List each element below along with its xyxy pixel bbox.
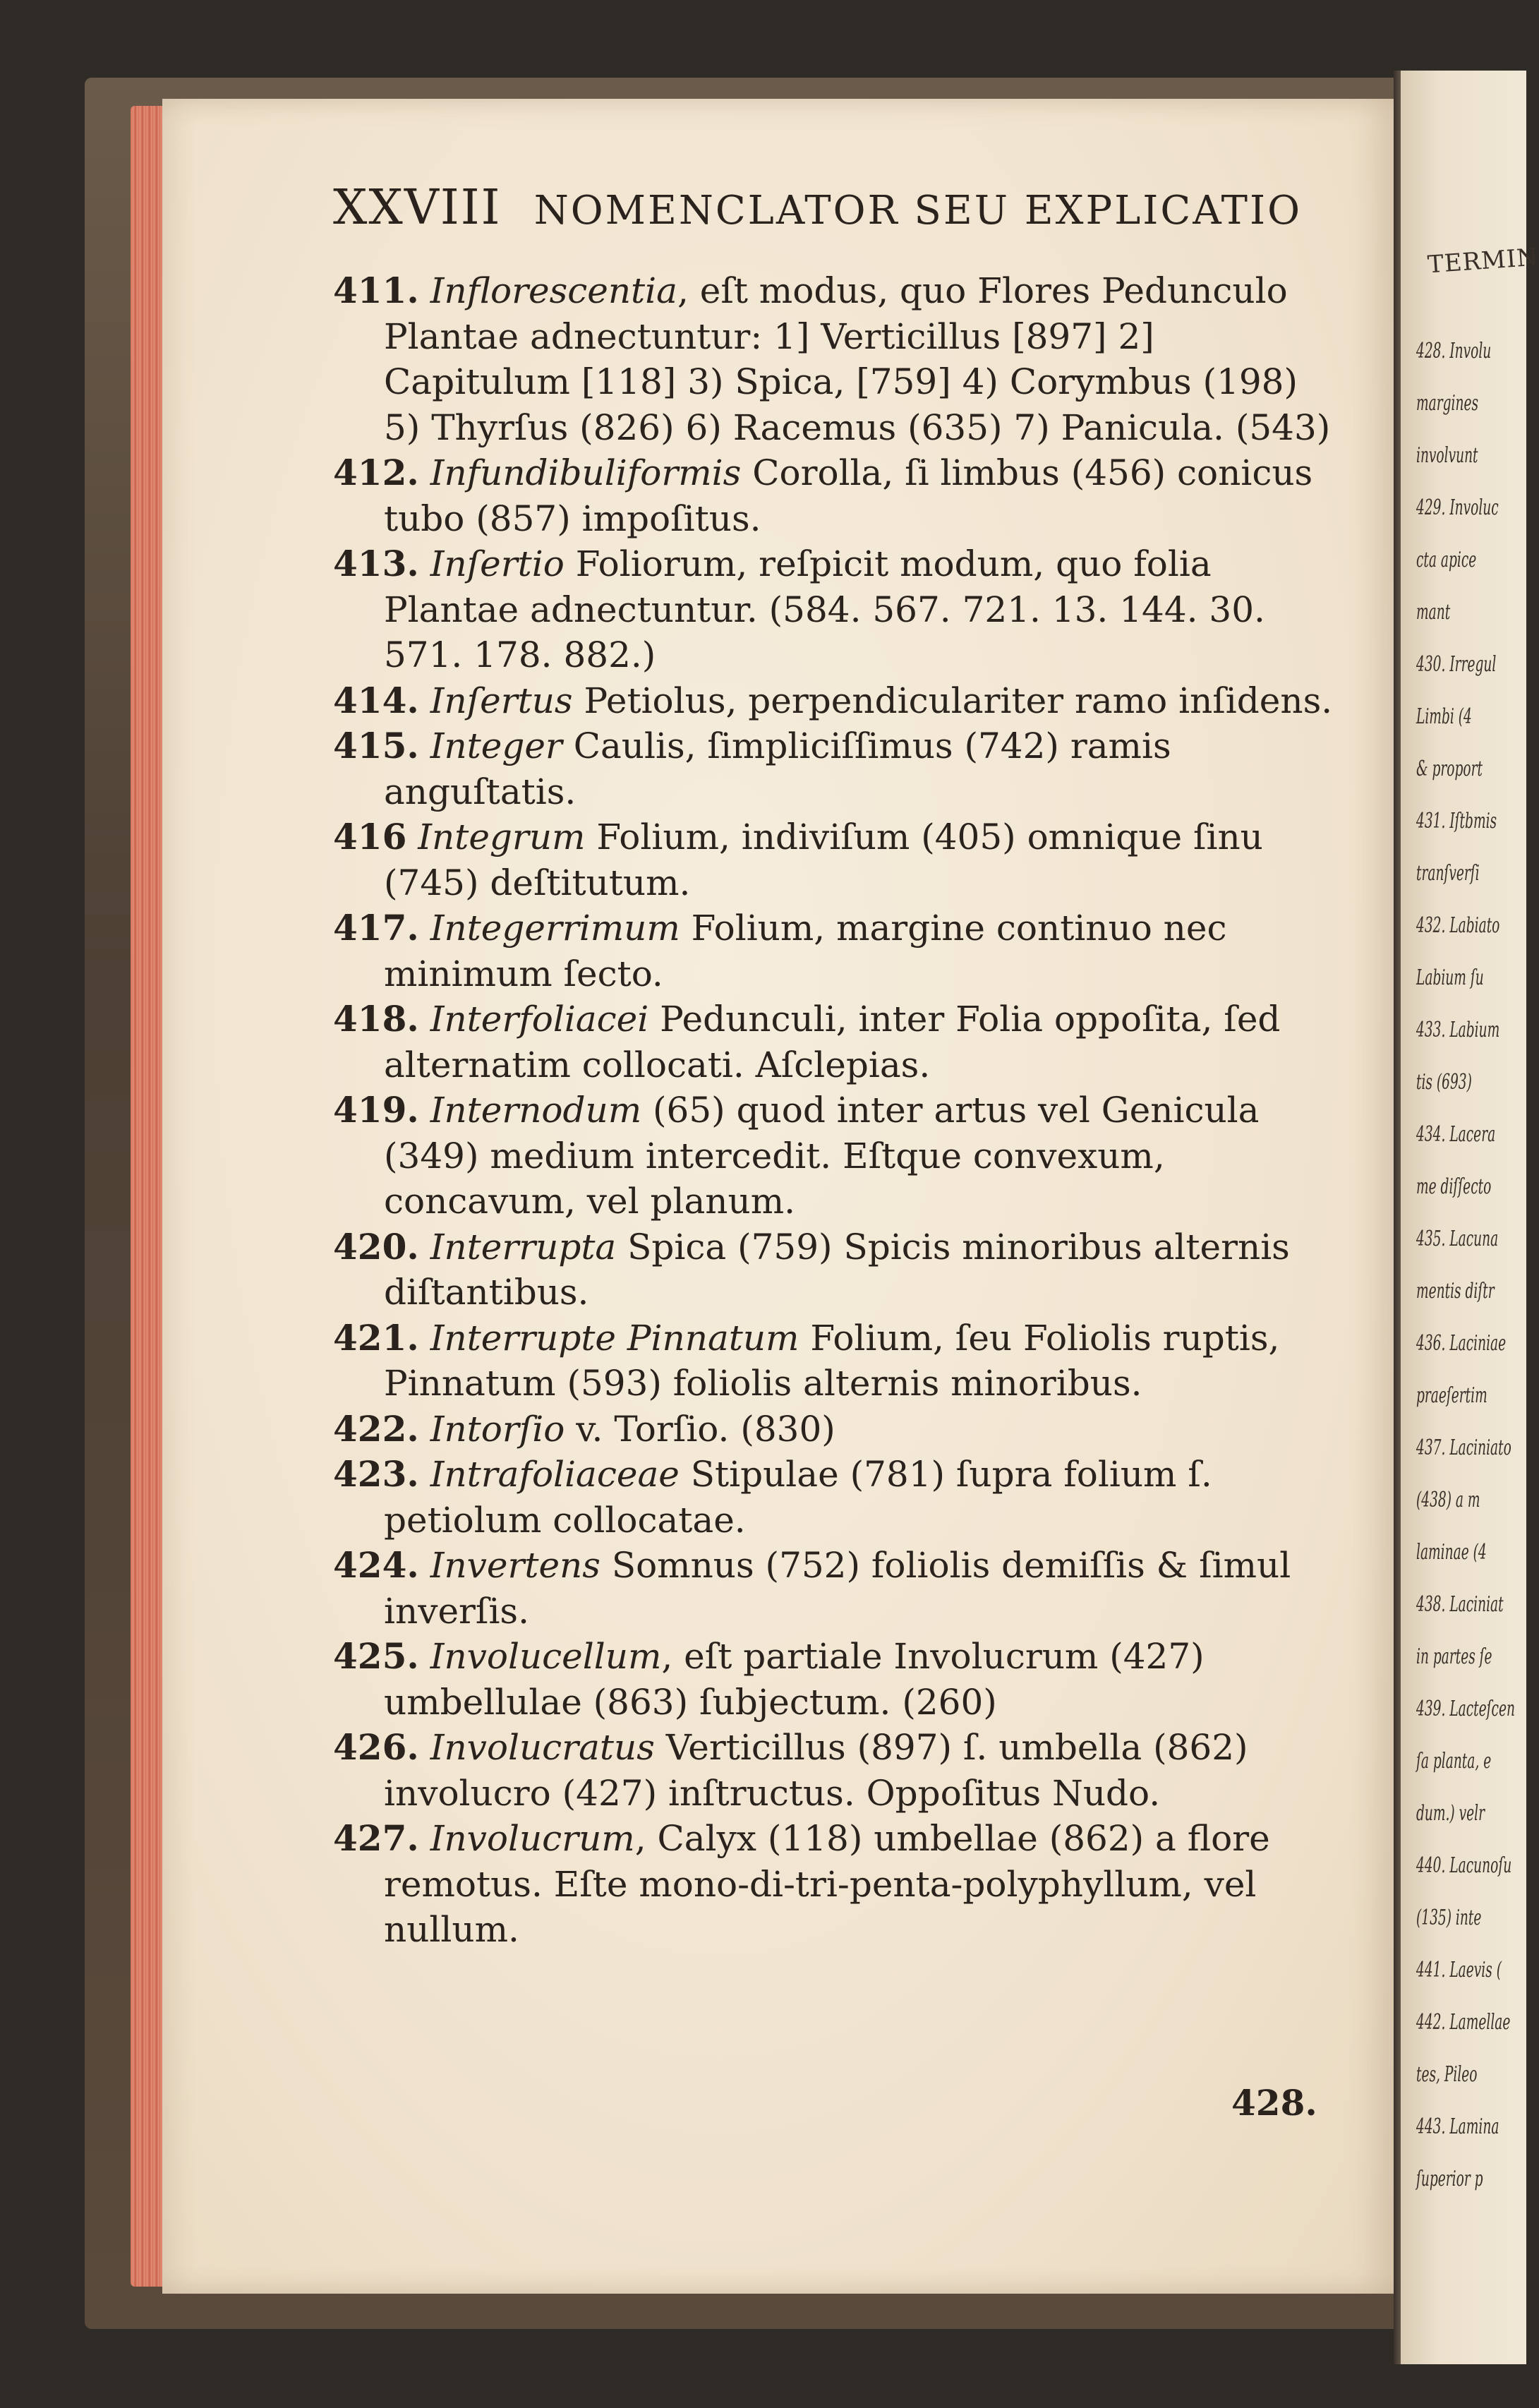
entry-number: 417. — [333, 907, 419, 949]
right-page-fragment: 435. Lacuna — [1416, 1227, 1499, 1251]
entry-number: 413. — [333, 543, 419, 584]
entry-number: 418. — [333, 998, 419, 1040]
entry-term: Involucellum — [430, 1636, 662, 1677]
glossary-entry — [333, 997, 1335, 1088]
right-page-fragment: margines — [1416, 391, 1479, 416]
right-page-fragment: tranſverſi — [1416, 861, 1480, 886]
entry-definition: , eſt modus, quo Flores Pedunculo Plantae adnectuntur: 1] Verticillus [897] 2] Capitulum [118] 3) Spica, [759] 4) Corymbus (198) 5) Thyrſus (826) 6) Racemus (635) 7) Panicula. (543) — [384, 270, 1331, 448]
right-page-fragment: dum.) velr — [1416, 1801, 1485, 1826]
page-numeral: XXVIII — [333, 180, 502, 236]
entry-term: Invertens — [430, 1545, 600, 1586]
right-page-fragment: 443. Lamina — [1416, 2114, 1499, 2139]
entry-term: Integerrimum — [430, 908, 680, 949]
entry-number: 426. — [333, 1726, 419, 1768]
right-page-fragment: tis (693) — [1416, 1070, 1472, 1095]
glossary-entry — [333, 1224, 1335, 1316]
right-page-fragment: 442. Lamellae — [1416, 2010, 1511, 2035]
glossary-entry — [333, 814, 1335, 905]
right-page-fragment: 439. Lacteſcen — [1416, 1697, 1515, 1721]
entry-definition: (65) quod inter artus vel Genicula (349) medium intercedit. Eſtque convexum, concavum, vel planum. — [384, 1090, 1260, 1222]
entry-definition: Folium, ſeu Foliolis ruptis, Pinnatum (593) foliolis alternis minoribus. — [384, 1317, 1280, 1404]
right-page-fragment: 434. Lacera — [1416, 1122, 1496, 1147]
catchword: 428. — [1231, 2082, 1317, 2124]
right-page-fragment: ſa planta, e — [1416, 1749, 1492, 1774]
entry-term: Infundibuliformis — [430, 452, 742, 493]
glossary-entry — [333, 1634, 1335, 1725]
glossary-entry — [333, 723, 1335, 814]
entry-term: Involucrum — [430, 1818, 635, 1859]
glossary-entry — [333, 450, 1335, 541]
entry-term: Integer — [430, 726, 562, 766]
entry-term: Involucratus — [430, 1727, 655, 1768]
right-page-fragment: cta apice — [1416, 548, 1477, 572]
right-page-fragment: ſuperior p — [1416, 2167, 1483, 2191]
entry-definition: v. Torſio. (830) — [565, 1408, 835, 1450]
entry-number: 416 — [333, 816, 407, 857]
glossary-entry — [333, 1316, 1335, 1407]
entry-term: Internodum — [430, 1090, 642, 1131]
right-page-fragment: Labium ſu — [1416, 965, 1484, 990]
right-page-fragment: & proport — [1416, 757, 1483, 781]
entry-term: Interfoliacei — [430, 999, 649, 1040]
right-page-fragment: 440. Lacunoſu — [1416, 1853, 1512, 1878]
glossary-entry — [333, 1088, 1335, 1224]
running-head — [333, 180, 1335, 236]
right-page-fragment: (135) inte — [1416, 1906, 1482, 1930]
entry-definition: Corolla, ſi limbus (456) conicus tubo (857) impoſitus. — [384, 452, 1313, 539]
entry-term: Intrafoliaceae — [430, 1454, 680, 1495]
entry-definition: , Calyx (118) umbellae (862) a flore remotus. Eſte mono-di-tri-penta-polyphyllum, vel nullum. — [384, 1818, 1270, 1950]
entry-term: Inſertus — [430, 680, 573, 721]
glossary-entry — [333, 905, 1335, 997]
right-page-fragment: 432. Labiato — [1416, 913, 1500, 938]
right-page-fragment: 428. Involu — [1416, 339, 1492, 363]
entry-definition: Pedunculi, inter Folia oppoſita, ſed alternatim collocati. Aſclepias. — [384, 999, 1281, 1085]
right-page-fragment: 429. Involuc — [1416, 495, 1499, 520]
right-page-fragment: 438. Laciniat — [1416, 1592, 1504, 1617]
entry-definition: Foliorum, reſpicit modum, quo folia Plantae adnectuntur. (584. 567. 721. 13. 144. 30. 571. 178. 882.) — [384, 543, 1265, 675]
entry-term: Inflorescentia — [430, 270, 677, 311]
entry-number: 421. — [333, 1316, 419, 1359]
entry-term: Interrupta — [430, 1226, 617, 1268]
entry-number: 422. — [333, 1407, 419, 1450]
right-page-fragment: 436. Laciniae — [1416, 1331, 1507, 1356]
entry-number: 412. — [333, 452, 419, 493]
right-page-fragment: (438) a m — [1416, 1488, 1480, 1512]
entry-definition: Caulis, ſimpliciſſimus (742) ramis anguſtatis. — [384, 726, 1171, 812]
right-page-fragment: 431. Iſtbmis — [1416, 809, 1497, 833]
entry-number: 427. — [333, 1817, 419, 1859]
entry-definition: Stipulae (781) ſupra folium ſ. petiolum collocatae. — [384, 1454, 1212, 1541]
right-page-fragment: laminae (4 — [1416, 1540, 1487, 1565]
right-page-head: TERMIN — [1426, 243, 1539, 279]
glossary-entry — [333, 1543, 1335, 1634]
right-page-fragment: 433. Labium — [1416, 1018, 1500, 1042]
right-page-sliver — [1401, 71, 1539, 2364]
glossary-entry — [333, 1816, 1335, 1953]
entry-term: Integrum — [418, 817, 586, 857]
right-page-fragment: 441. Laevis ( — [1416, 1958, 1502, 1982]
glossary-entries — [333, 268, 1335, 1953]
running-title: NOMENCLATOR SEU EXPLICATIO — [533, 188, 1303, 234]
right-page-fragment: me diſſecto — [1416, 1174, 1492, 1199]
right-page-fragment: 437. Laciniato — [1416, 1435, 1511, 1460]
entry-number: 415. — [333, 725, 419, 766]
right-page-fragment: mentis diſtr — [1416, 1279, 1495, 1304]
entry-definition: Verticillus (897) ſ. umbella (862) involucro (427) inſtructus. Oppoſitus Nudo. — [384, 1727, 1248, 1814]
entry-definition: Spica (759) Spicis minoribus alternis diſtantibus. — [384, 1226, 1290, 1313]
entry-number: 419. — [333, 1089, 419, 1131]
entry-number: 423. — [333, 1453, 419, 1495]
right-page-fragment: involvunt — [1416, 443, 1478, 468]
entry-term: Inſertio — [430, 543, 565, 584]
right-page-fragment: 430. Irregul — [1416, 652, 1497, 677]
entry-number: 425. — [333, 1635, 419, 1677]
glossary-entry — [333, 268, 1335, 450]
right-page-fragment: mant — [1416, 600, 1451, 625]
glossary-entry — [333, 1725, 1335, 1816]
entry-term: Intorſio — [430, 1408, 565, 1450]
entry-number: 411. — [333, 270, 419, 311]
right-page-fragment: praeſertim — [1416, 1383, 1487, 1408]
right-page-fragment: tes, Pileo — [1416, 2062, 1478, 2087]
right-page-fragment: Limbi (4 — [1416, 704, 1472, 729]
entry-term: Interrupte Pinnatum — [430, 1317, 799, 1359]
glossary-entry — [333, 678, 1335, 724]
glossary-entry — [333, 1452, 1335, 1543]
entry-definition: Petiolus, perpendiculariter ramo inſidens. — [572, 680, 1333, 721]
glossary-entry — [333, 541, 1335, 678]
entry-number: 414. — [333, 679, 419, 721]
entry-number: 424. — [333, 1544, 419, 1586]
right-page-fragment: in partes ſe — [1416, 1644, 1492, 1669]
entry-definition: Folium, margine continuo nec minimum ſecto. — [384, 908, 1227, 994]
glossary-entry — [333, 1407, 1335, 1452]
entry-definition: Folium, indiviſum (405) omnique ſinu (745) deſtitutum. — [384, 817, 1263, 903]
entry-definition: Somnus (752) foliolis demiſſis & ſimul inverſis. — [384, 1545, 1291, 1632]
entry-definition: , eſt partiale Involucrum (427) umbellulae (863) ſubjectum. (260) — [384, 1636, 1205, 1723]
entry-number: 420. — [333, 1225, 419, 1268]
